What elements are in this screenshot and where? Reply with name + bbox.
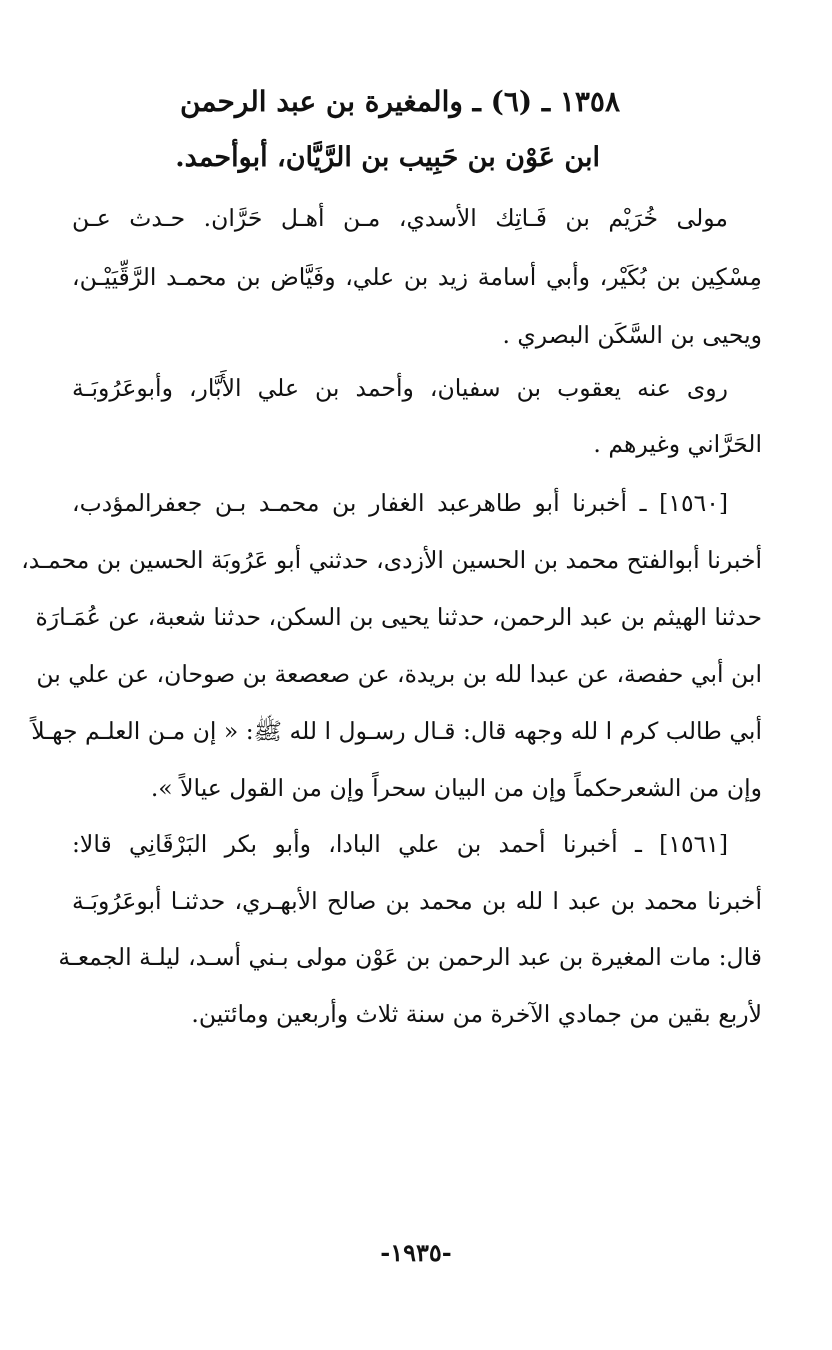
hadith-line: ابن أبي حفصة، عن عبدا لله بن بريدة، عن صعصعة بن صوحان، عن علي بن [36, 660, 762, 688]
hadith-line: أخبرنا أبوالفتح محمد بن الحسين الأزدى، حدثني أبو عَرُوبَة الحسين بن محمـد، [21, 546, 762, 574]
body-line: الحَرَّاني وغيرهم . [593, 430, 762, 458]
report-line: [١٥٦١] ـ أخبرنا أحمد بن علي البادا، وأبو بكر البَرْقَانِي قالا: [72, 830, 728, 858]
body-line: مِسْكِين بن بُكَيْر، وأبي أسامة زيد بن علي، وفَيَّاض بن محمـد الرَّقِّيَيْـن، [72, 263, 762, 291]
entry-heading-line-1: ١٣٥٨ ـ (٦) ـ والمغيرة بن عبد الرحمن [180, 85, 620, 118]
hadith-line: وإن من الشعرحكماً وإن من البيان سحراً وإن من القول عيالاً ». [150, 774, 762, 802]
body-line: مولى خُرَيْم بن فَـاتِك الأسدي، مـن أهـل حَرَّان. حـدث عـن [72, 204, 728, 232]
report-line: قال: مات المغيرة بن عبد الرحمن بن عَوْن مولى بـني أسـد، ليلـة الجمعـة [58, 943, 762, 971]
body-line: روى عنه يعقوب بن سفيان، وأحمد بن علي الأَبَّار، وأبوعَرُوبَـة [72, 374, 728, 402]
report-line: لأربع بقين من جمادي الآخرة من سنة ثلاث وأربعين ومائتين. [191, 1000, 762, 1028]
body-line: ويحيى بن السَّكَن البصري . [502, 321, 762, 349]
hadith-line: أبي طالب كرم ا لله وجهه قال: قـال رسـول ا لله ﷺ: « إن مـن العلـم جهـلاً [31, 717, 762, 745]
report-line: أخبرنا محمد بن عبد ا لله بن محمد بن صالح الأبهـري، حدثنـا أبوعَرُوبَـة [72, 887, 762, 915]
hadith-line: حدثنا الهيثم بن عبد الرحمن، حدثنا يحيى بن السكن، حدثنا شعبة، عن عُمَـارَة [35, 603, 762, 631]
page-number: -١٩٣٥- [380, 1238, 452, 1267]
hadith-line: [١٥٦٠] ـ أخبرنا أبو طاهرعبد الغفار بن محمـد بـن جعفرالمؤدب، [72, 489, 728, 517]
entry-heading-line-2: ابن عَوْن بن حَبِيب بن الرَّيَّان، أبوأحمد. [175, 142, 600, 173]
